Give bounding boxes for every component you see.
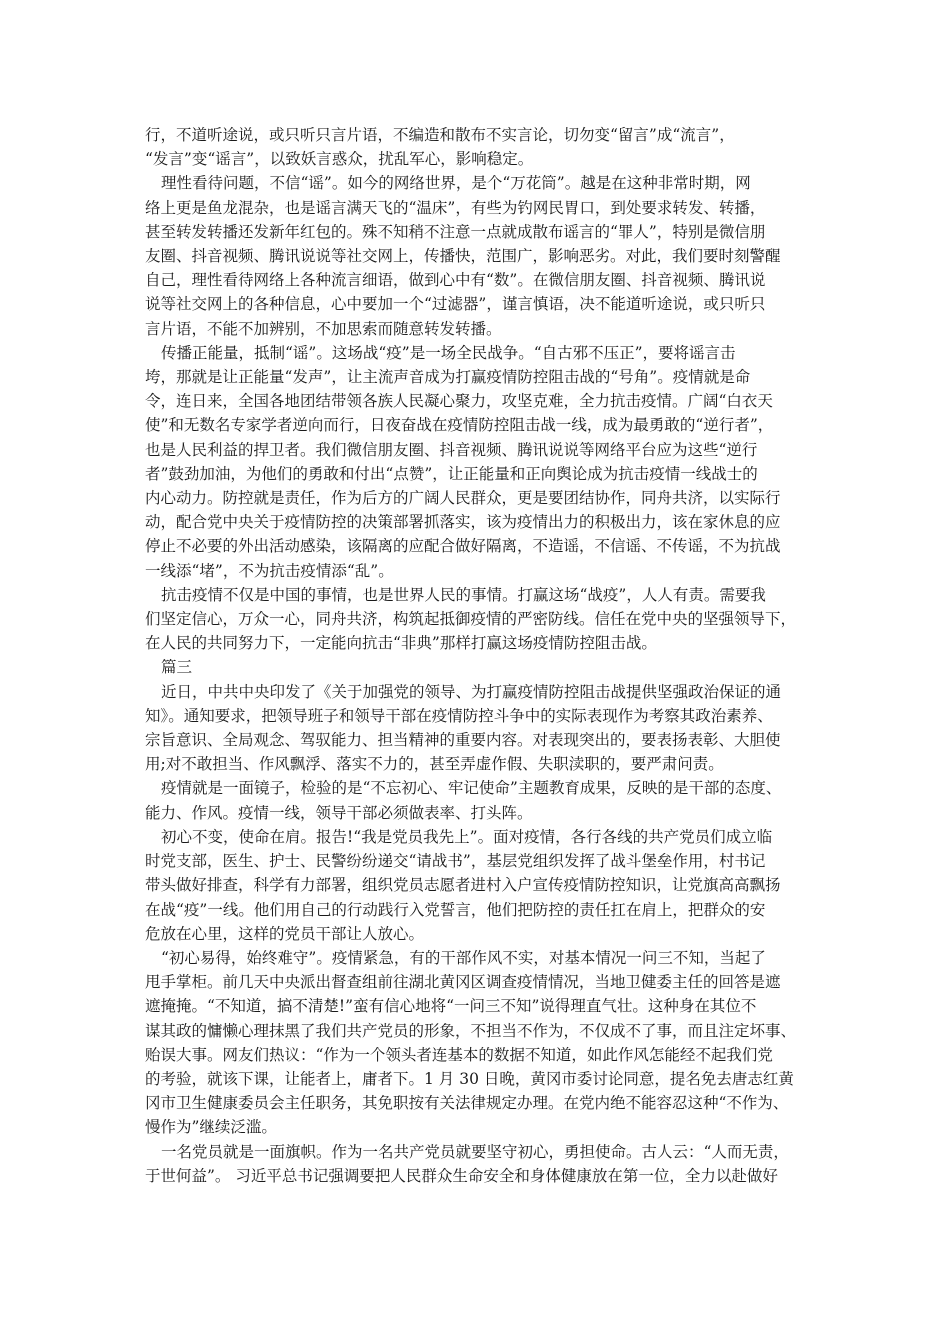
text-line: 使”和无数名专家学者逆向而行，日夜奋战在疫情防控阻击战一线，成为最勇敢的“逆行者”， (145, 416, 774, 435)
paragraph (145, 776, 805, 824)
text-line: 者”鼓劲加油，为他们的勇敢和付出“点赞”，让正能量和正向舆论成为抗击疫情一线战士的 (145, 464, 758, 483)
text-line: 在战“疫”一线。他们用自己的行动践行入党誓言，他们把防控的责任扛在肩上，把群众的安 (145, 900, 766, 919)
text-line: 初心不变，使命在肩。报告!“我是党员我先上”。面对疫情，各行各线的共产党员们成立临 (161, 827, 773, 846)
text-line: 甩手掌柜。前几天中央派出督查组前往湖北黄冈区调查疫情情况，当地卫健委主任的回答是遮 (145, 973, 781, 992)
text-line: 甚至转发转播还发新年红包的。殊不知稍不注意一点就成散布谣言的“罪人”，特别是微信朋 (145, 222, 766, 241)
document-body (145, 123, 805, 1188)
text-line: 自己，理性看待网络上各种流言细语，做到心中有“数”。在微信朋友圈、抖音视频、腾讯说 (145, 271, 766, 290)
text-line: 说等社交网上的各种信息，心中要加一个“过滤器”，谨言慎语，决不能道听途说，或只听只 (145, 295, 766, 314)
text-line: 动，配合党中央关于疫情防控的决策部署抓落实，该为疫情出力的积极出力，该在家休息的应 (145, 513, 781, 532)
text-line: 遮掩掩。“不知道，搞不清楚!”蛮有信心地将“一问三不知”说得理直气壮。这种身在其位不 (145, 997, 757, 1016)
text-line: 行，不道听途说，或只听只言片语，不编造和散布不实言论，切勿变“留言”成“流言”， (145, 126, 735, 144)
text-line: “初心易得，始终难守”。疫情紧急，有的干部作风不实，对基本情况一问三不知，当起了 (161, 948, 766, 967)
text-line: 贻误大事。网友们热议：“作为一个领头者连基本的数据不知道，如此作风怎能经不起我们党 (145, 1045, 773, 1064)
text-line: 宗旨意识、全局观念、驾驭能力、担当精神的重要内容。对表现突出的，要表扬表彰、大胆使 (145, 731, 781, 750)
text-line: 带头做好排查，科学有力部署，组织党员志愿者进村入户宣传疫情防控知识，让党旗高高飘扬 (145, 876, 781, 895)
text-line: 疫情就是一面镜子，检验的是“不忘初心、牢记使命”主题教育成果，反映的是干部的态度、 (161, 779, 782, 798)
paragraph (145, 171, 805, 340)
text-line: 篇三 (161, 658, 193, 677)
text-line: 停止不必要的外出活动感染，该隔离的应配合做好隔离，不造谣，不信谣、不传谣，不为抗战 (145, 537, 781, 556)
text-line: 友圈、抖音视频、腾讯说说等社交网上，传播快，范围广，影响恶劣。对此，我们要时刻警醒 (145, 247, 781, 266)
paragraph (145, 583, 805, 656)
text-line: 能力、作风。疫情一线，领导干部必须做表率、打头阵。 (145, 803, 533, 822)
text-line: 一线添“堵”，不为抗击疫情添“乱”。 (145, 561, 394, 580)
paragraph (145, 1140, 805, 1188)
text-line: 垮，那就是让正能量“发声”，让主流声音成为打赢疫情防控阻击战的“号角”。疫情就是命 (145, 368, 751, 387)
text-line: 近日，中共中央印发了《关于加强党的领导、为打赢疫情防控阻击战提供坚强政治保证的通 (161, 682, 782, 701)
text-line: 危放在心里，这样的党员干部让人放心。 (145, 924, 425, 943)
text-line: 一名党员就是一面旗帜。作为一名共产党员就要坚守初心，勇担使命。古人云：“人而无责， (161, 1142, 789, 1161)
text-line: 知》。通知要求，把领导班子和领导干部在疫情防控斗争中的实际表现作为考察其政治素养、 (145, 706, 773, 725)
text-line: 们坚定信心，万众一心，同舟共济，构筑起抵御疫情的严密防线。信任在党中央的坚强领导下， (145, 610, 797, 629)
text-line: 时党支部，医生、护士、民警纷纷递交“请战书”，基层党组织发挥了战斗堡垒作用，村书记 (145, 852, 766, 871)
paragraph (145, 946, 805, 1140)
paragraph (145, 825, 805, 946)
text-line: 令，连日来，全国各地团结带领各族人民凝心聚力，攻坚克难，全力抗击疫情。广阔“白衣天 (145, 392, 773, 411)
paragraph (145, 680, 805, 777)
text-line: 慢作为”继续泛滥。 (145, 1118, 277, 1137)
text-line: 用;对不敢担当、作风飘浮、落实不力的，甚至弄虚作假、失职渎职的，要严肃问责。 (145, 755, 724, 774)
text-line: 抗击疫情不仅是中国的事情，也是世界人民的事情。打赢这场“战疫”，人人有责。需要我 (161, 585, 766, 604)
text-line: 理性看待问题，不信“谣”。如今的网络世界，是个“万花筒”。越是在这种非常时期，网 (161, 174, 751, 193)
text-line: “发言”变“谣言”，以致妖言惑众，扰乱军心，影响稳定。 (145, 150, 534, 169)
text-line: 络上更是鱼龙混杂，也是谣言满天飞的“温床”，有些为钓网民胃口，到处要求转发、转播， (145, 198, 766, 217)
text-line: 于世何益”。 习近平总书记强调要把人民群众生命安全和身体健康放在第一位，全力以赴做好 (145, 1166, 778, 1185)
text-line: 传播正能量，抵制“谣”。这场战“疫”是一场全民战争。“自古邪不压正”，要将谣言击 (161, 343, 736, 362)
section-heading (145, 655, 805, 679)
text-line: 谋其政的慵懒心理抹黑了我们共产党员的形象，不担当不作为，不仅成不了事，而且注定坏事、 (145, 1021, 797, 1040)
paragraph (145, 123, 805, 171)
text-line: 的考验，就该下课，让能者上，庸者下。1 月 30 日晚，黄冈市委讨论同意，提名免去唐志红黄 (145, 1069, 794, 1088)
text-line: 在人民的共同努力下，一定能向抗击“非典”那样打赢这场疫情防控阻击战。 (145, 634, 657, 653)
text-line: 冈市卫生健康委员会主任职务，其免职按有关法律规定办理。在党内绝不能容忍这种“不作为、 (145, 1094, 789, 1113)
text-line: 也是人民利益的捍卫者。我们微信朋友圈、抖音视频、腾讯说说等网络平台应为这些“逆行 (145, 440, 758, 459)
text-line: 言片语，不能不加辨别，不加思索而随意转发转播。 (145, 319, 502, 338)
text-line: 内心动力。防控就是责任，作为后方的广阔人民群众，更是要团结协作，同舟共济，以实际行 (145, 489, 781, 508)
paragraph (145, 341, 805, 583)
